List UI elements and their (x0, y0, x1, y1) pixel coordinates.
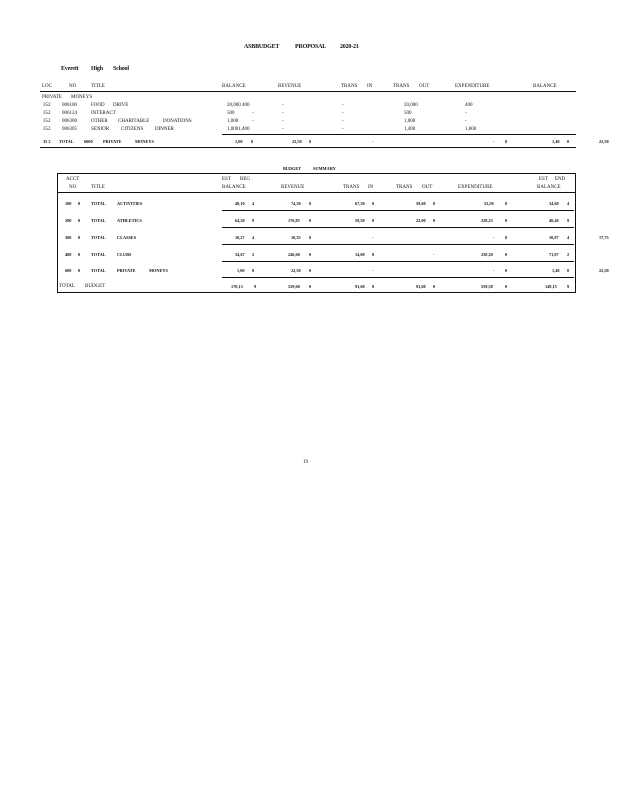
total-c5: 1,40 (552, 139, 560, 144)
total-c3: - (372, 139, 374, 144)
row-loc: 352 (43, 127, 51, 132)
summary-acct-b: 0 (78, 268, 81, 273)
summary-acct: 300 (65, 235, 72, 240)
summary-total-rev-b: 0 (309, 284, 312, 289)
summary-acct-b: 0 (78, 252, 81, 257)
summary-title: CLUBS (117, 252, 132, 257)
summary-tout: 22,00 (416, 218, 426, 223)
summary-total-tout-b: 0 (433, 284, 436, 289)
summary-rev: 22,50 (291, 268, 301, 273)
summary-acct-b: 0 (78, 235, 81, 240)
doc-fiscal-year: 2020-21 (340, 44, 359, 50)
section-label-b: MONEYS (71, 95, 93, 100)
summary-exp-b: 0 (505, 218, 508, 223)
row-title-2: CITIZENS (121, 127, 144, 132)
summary-rev: 10,35 (291, 235, 301, 240)
summary-bal: 64,20 (235, 218, 245, 223)
summary-head-title: TITLE (91, 185, 105, 190)
summary-acct-b: 0 (78, 218, 81, 223)
summary-acct: 200 (65, 218, 72, 223)
summary-end: 34,60 (549, 201, 559, 206)
summary-tin: 14,00 (355, 252, 365, 257)
summary-head-trans-in-a: TRANS (343, 185, 360, 190)
summary-row-rule (222, 244, 574, 245)
row-revenue: - (282, 127, 284, 132)
summary-label: TOTAL (91, 201, 106, 206)
row-balance: 1,0001,400 (227, 127, 250, 132)
summary-row-rule (222, 210, 574, 211)
summary-exp: - (493, 268, 495, 273)
school-name-1: Everett (61, 66, 79, 72)
total-label: TOTAL (59, 139, 74, 144)
col-no: NO (69, 84, 77, 89)
total-c2: 22,50 (292, 139, 302, 144)
summary-tin-b: 0 (372, 252, 375, 257)
summary-tin-b: 0 (372, 201, 375, 206)
summary-end: 10,07 (549, 235, 559, 240)
summary-tout: 59,60 (416, 201, 426, 206)
row-trans-out: 1,000 (404, 119, 416, 124)
row-revenue: - (282, 111, 284, 116)
doc-title-proposal: PROPOSAL (295, 44, 327, 50)
summary-row-rule (222, 277, 574, 278)
summary-table (57, 173, 576, 293)
summary-title: PRIVATE (117, 268, 136, 273)
summary-header-rule (57, 192, 575, 193)
ledger-bottom-rule (40, 147, 576, 148)
summary-exp-b: 0 (505, 201, 508, 206)
summary-head-trans-in-b: IN (368, 185, 374, 190)
row-trans-in: - (342, 119, 344, 124)
total-title-2: MONEYS (135, 139, 154, 144)
summary-rev-b: 0 (309, 268, 312, 273)
summary-title-2: MONEYS (149, 268, 168, 273)
row-trans-in: - (342, 103, 344, 108)
row-trans-in: - (342, 127, 344, 132)
total-acct: 6000 (84, 139, 93, 144)
summary-head-trans-out-b: OUT (422, 185, 433, 190)
summary-rev-b: 0 (309, 218, 312, 223)
summary-total-tin-b: 0 (372, 284, 375, 289)
summary-bal: 54,67 (235, 252, 245, 257)
row-revenue: - (282, 119, 284, 124)
summary-end: 1,40 (552, 268, 560, 273)
col-trans-out-a: TRANS (393, 84, 410, 89)
school-name-2: High (91, 66, 103, 72)
summary-outside: 17,75 (599, 235, 609, 240)
total-c6: 22,50 (599, 139, 609, 144)
summary-head-balance: BALANCE (222, 185, 246, 190)
summary-head-expenditure: EXPENDITURE (458, 185, 493, 190)
summary-end-b: 0 (567, 268, 570, 273)
summary-total-exp: 559,58 (481, 284, 493, 289)
row-expenditure: - (465, 119, 467, 124)
total-loc: 35 2 (43, 139, 51, 144)
summary-exp-b: 0 (505, 235, 508, 240)
summary-exp: 238,20 (481, 252, 493, 257)
summary-bal: 10,27 (235, 235, 245, 240)
summary-bal: 1,00 (237, 268, 245, 273)
summary-rev: 246,60 (288, 252, 300, 257)
row-balance-dash: - (252, 111, 254, 116)
col-title: TITLE (91, 84, 105, 89)
row-loc: 352 (43, 119, 51, 124)
summary-outside: 22,50 (599, 268, 609, 273)
row-trans-out: 1,400 (404, 127, 416, 132)
summary-title-b: SUMMARY (313, 166, 336, 171)
row-no: 006305 (62, 127, 77, 132)
row-title-2: CHARITABLE (118, 119, 150, 124)
row-trans-out: 20,000 (404, 103, 418, 108)
doc-title: ASBBUDGET (244, 44, 280, 50)
summary-label: TOTAL (91, 235, 106, 240)
summary-bal-b: 2 (252, 252, 255, 257)
row-trans-out: 500 (404, 111, 412, 116)
row-title-1: SENIOR (91, 127, 110, 132)
summary-label: TOTAL (91, 268, 106, 273)
summary-title: CLASSES (117, 235, 137, 240)
summary-total-exp-b: 0 (505, 284, 508, 289)
summary-head-trans-out-a: TRANS (396, 185, 413, 190)
row-title-1: INTERACT (91, 111, 116, 116)
row-title-2: DRIVE (113, 103, 129, 108)
col-trans-in-b: IN (367, 84, 373, 89)
summary-end-b: 4 (567, 235, 570, 240)
page-number: 19 (303, 460, 308, 465)
row-trans-in: - (342, 111, 344, 116)
summary-tin: 59,50 (355, 218, 365, 223)
ledger-subtotal-rule (222, 134, 576, 135)
summary-total-rev: 529,60 (288, 284, 300, 289)
col-expenditure: EXPENDITURE (455, 84, 490, 89)
summary-row-rule (222, 227, 574, 228)
summary-acct: 600 (65, 268, 72, 273)
summary-bal-b: 0 (252, 268, 255, 273)
summary-total-end-b: 9 (567, 284, 570, 289)
summary-end-b: 2 (567, 252, 570, 257)
summary-total-tin: 91,60 (355, 284, 365, 289)
row-title-1: OTHER (91, 119, 108, 124)
summary-total-tout: 91,60 (416, 284, 426, 289)
total-c5b: 0 (567, 139, 570, 144)
summary-exp: 52,50 (484, 201, 494, 206)
summary-tin: - (372, 268, 374, 273)
summary-head-acct: ACCT (66, 177, 80, 182)
summary-head-no: NO (69, 185, 77, 190)
summary-row-rule (222, 261, 574, 262)
ledger-header-rule (40, 91, 576, 92)
summary-end: 40,40 (549, 218, 559, 223)
row-balance: 500 (227, 111, 235, 116)
row-title-3: DONATIONS (163, 119, 192, 124)
summary-rev-b: 0 (309, 252, 312, 257)
summary-rev: 74,30 (291, 201, 301, 206)
summary-acct: 400 (65, 252, 72, 257)
summary-bal-b: 4 (252, 235, 255, 240)
summary-bal: 40,10 (235, 201, 245, 206)
summary-exp-b: 0 (505, 268, 508, 273)
summary-end: 71,07 (549, 252, 559, 257)
summary-tout-b: 0 (433, 218, 436, 223)
summary-head-beg: BEG (240, 177, 250, 182)
summary-label: TOTAL (91, 218, 106, 223)
summary-acct-b: 0 (78, 201, 81, 206)
summary-title: ATHLETICS (117, 218, 142, 223)
col-revenue: REVENUE (278, 84, 302, 89)
summary-label: TOTAL (91, 252, 106, 257)
summary-tout-b: 0 (433, 201, 436, 206)
row-expenditure: 1,000 (465, 127, 477, 132)
summary-rev-b: 0 (309, 235, 312, 240)
col-balance: BALANCE (222, 84, 246, 89)
summary-acct: 100 (65, 201, 72, 206)
summary-exp: 228,23 (481, 218, 493, 223)
total-c4b: 0 (505, 139, 508, 144)
row-no: 006300 (62, 119, 77, 124)
row-title-3: DINNER (155, 127, 174, 132)
summary-end-b: 9 (567, 218, 570, 223)
summary-head-revenue: REVENUE (281, 185, 305, 190)
total-c1: 1,00 (235, 139, 243, 144)
row-loc: 352 (43, 111, 51, 116)
row-balance: 20,000 400 (227, 103, 250, 108)
row-expenditure: - (465, 111, 467, 116)
col-loc: LOC (42, 84, 52, 89)
summary-head-est: EST (222, 177, 231, 182)
row-revenue: - (282, 103, 284, 108)
summary-rev-b: 0 (309, 201, 312, 206)
row-expenditure: 400 (465, 103, 473, 108)
section-label-a: PRIVATE (42, 95, 62, 100)
col-trans-in-a: TRANS (341, 84, 358, 89)
summary-total-bal-b: 9 (254, 284, 257, 289)
summary-rev: 176,85 (288, 218, 300, 223)
row-no: 006100 (62, 103, 77, 108)
summary-total-bal: 170,13 (231, 284, 243, 289)
summary-tin: - (372, 235, 374, 240)
total-title-1: PRIVATE (103, 139, 122, 144)
school-name-3: School (113, 66, 129, 72)
summary-exp-b: 0 (505, 252, 508, 257)
summary-total-title: BUDGET (85, 284, 106, 289)
total-c2b: 0 (309, 139, 312, 144)
summary-head-est-end-b: END (555, 177, 566, 182)
summary-tin-b: 0 (372, 218, 375, 223)
summary-end-b: 4 (567, 201, 570, 206)
summary-exp: - (493, 235, 495, 240)
row-title-1: FOOD (91, 103, 105, 108)
summary-head-est-end-a: EST (539, 177, 548, 182)
summary-bal-b: 9 (252, 218, 255, 223)
col-balance-end: BALANCE (533, 84, 557, 89)
row-balance: 1,000 (227, 119, 239, 124)
summary-title-a: BUDGET (283, 166, 302, 171)
summary-total-end: 149,15 (545, 284, 557, 289)
total-c1b: 0 (251, 139, 254, 144)
summary-title: ACTIVITIES (117, 201, 143, 206)
col-trans-out-b: OUT (419, 84, 430, 89)
summary-total-label: TOTAL (59, 284, 75, 289)
summary-tin: 67,30 (355, 201, 365, 206)
row-balance-dash: - (252, 119, 254, 124)
row-loc: 352 (43, 103, 51, 108)
summary-bal-b: 4 (252, 201, 255, 206)
total-c4: - (493, 139, 495, 144)
row-no: 006124 (62, 111, 77, 116)
summary-head-balance-end: BALANCE (537, 185, 561, 190)
summary-tout: - (433, 252, 435, 257)
